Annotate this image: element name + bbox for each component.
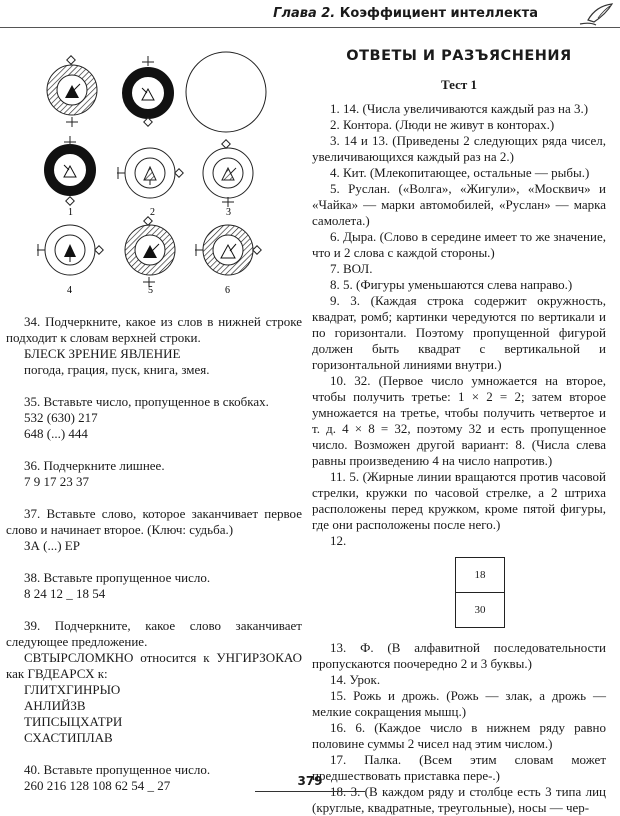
figure-row1-b bbox=[127, 56, 169, 126]
answer-item: 5. Руслан. («Волга», «Жигули», «Москвич» и «Чайка» — марки автомобилей, «Руслан» — марка самолета.) bbox=[312, 181, 606, 228]
option-label-1: 1 bbox=[68, 207, 73, 218]
answer-item: 10. 32. (Первое число умножается на второе, чтобы получить третье: 1 × 2 = 2; затем второе умножается на третье, чтобы получить четвертое и т. д. 4 × 8 = 32, поэтому 32 и есть пропущенное число. Возможен другой вариант: 8. (Числа слева равны произведению 4 на число напротив.) bbox=[312, 373, 606, 468]
option-label-5: 5 bbox=[148, 285, 153, 296]
question-39-statement: СВТЫРСЛОМКНО относится к УНГИРЗОКАО как ГВДЕАРСХ к: bbox=[6, 650, 302, 681]
answer-item: 2. Контора. (Люди не живут в конторах.) bbox=[330, 117, 555, 132]
question-36: 36. Подчеркните лишнее. bbox=[24, 458, 165, 473]
section-title: ОТВЕТЫ И РАЗЪЯСНЕНИЯ bbox=[346, 48, 572, 64]
answer-item: 18. 3. (В каждом ряду и столбце есть 3 типа лиц (круглые, квадратные, треугольные), носы — чер- bbox=[312, 784, 606, 815]
missing-figure-circle bbox=[186, 52, 266, 132]
box-top: 18 bbox=[455, 557, 505, 593]
answers-column bbox=[312, 101, 606, 816]
option-label-6: 6 bbox=[225, 285, 230, 296]
answer-item: 11. 5. (Жирные линии вращаются против часовой стрелки, кружки по часовой стрелке, а 2 штриха расположены перед кружком, кроме пятой фигуры, где они расположены после него.) bbox=[312, 469, 606, 532]
answer-item: 14. Урок. bbox=[330, 672, 381, 687]
answer-item: 16. 6. (Каждое число в нижнем ряду равно половине суммы 2 чисел над этим числом.) bbox=[312, 720, 606, 751]
question-34-words: БЛЕСК ЗРЕНИЕ ЯВЛЕНИЕ bbox=[24, 346, 181, 361]
option-figure-4 bbox=[37, 225, 103, 275]
answer-item: 4. Кит. (Млекопитающее, остальные — рыбы.) bbox=[330, 165, 590, 180]
question-34: 34. Подчеркните, какое из слов в нижней строке подходит к словам верхней строки. bbox=[6, 314, 302, 345]
answer-item: 13. Ф. (В алфавитной последовательности пропускаются поочередно 2 и 3 буквы.) bbox=[312, 640, 606, 671]
question-40-numbers: 260 216 128 108 62 54 _ 27 bbox=[24, 778, 171, 793]
question-37-puzzle: ЗА (...) ЕР bbox=[24, 538, 80, 553]
answer-item: 6. Дыра. (Слово в середине имеет то же значение, что и 2 слова с каждой стороны.) bbox=[312, 229, 606, 260]
answer-item: 12. bbox=[330, 533, 347, 548]
option-figure-6 bbox=[195, 225, 261, 275]
option-label-3: 3 bbox=[226, 207, 231, 218]
question-35-line2: 648 (...) 444 bbox=[24, 426, 88, 441]
question-37: 37. Вставьте слово, которое заканчивает первое слово и начинает второе. (Ключ: судьба.) bbox=[6, 506, 302, 537]
figure-puzzle bbox=[0, 30, 310, 305]
question-35: 35. Вставьте число, пропущенное в скобках. bbox=[24, 394, 269, 409]
answer-item: 15. Рожь и дрожь. (Рожь — злак, а дрожь — мелкие сокращения мышц.) bbox=[312, 688, 606, 719]
question-39-option: ГЛИТХГИНРЫО bbox=[24, 682, 121, 697]
chapter-number: Глава 2. bbox=[273, 6, 336, 21]
question-36-numbers: 7 9 17 23 37 bbox=[24, 474, 89, 489]
chapter-title bbox=[273, 6, 538, 21]
option-figure-2 bbox=[117, 148, 183, 198]
answer-item: 9. 3. (Каждая строка содержит окружность, квадрат, ромб; картинки чередуются по вертикали и по горизонтали. Поэтому пропущенной фигурой должен быть квадрат с вертикальной и горизонтальной линиями внутри.) bbox=[312, 293, 606, 372]
answer-item: 8. 5. (Фигуры уменьшаются слева направо.) bbox=[330, 277, 573, 292]
questions-column bbox=[6, 314, 302, 794]
option-figure-1 bbox=[49, 136, 91, 205]
answer-item: 7. ВОЛ. bbox=[330, 261, 373, 276]
option-figure-5 bbox=[125, 217, 175, 287]
page-number: 379 bbox=[255, 775, 365, 792]
test-title: Тест 1 bbox=[440, 77, 477, 92]
question-40: 40. Вставьте пропущенное число. bbox=[24, 762, 211, 777]
running-header bbox=[0, 0, 620, 28]
answer-item: 17. Палка. (Всем этим словам может предшествовать приставка пере-.) bbox=[312, 752, 606, 783]
option-label-2: 2 bbox=[150, 207, 155, 218]
option-label-4: 4 bbox=[67, 285, 72, 296]
question-38-numbers: 8 24 12 _ 18 54 bbox=[24, 586, 106, 601]
question-39-option: СХАСТИПЛАВ bbox=[24, 730, 113, 745]
option-figure-3 bbox=[203, 140, 253, 207]
answer-12-boxes bbox=[455, 557, 505, 628]
question-35-line1: 532 (630) 217 bbox=[24, 410, 98, 425]
chapter-name: Коэффициент интеллекта bbox=[339, 6, 538, 21]
quill-pen-icon bbox=[576, 2, 616, 28]
box-bottom: 30 bbox=[455, 593, 505, 628]
answer-item: 3. 14 и 13. (Приведены 2 следующих ряда чисел, увеличивающихся каждый раз на 2.) bbox=[312, 133, 606, 164]
question-39: 39. Подчеркните, какое слово заканчивает следующее предложение. bbox=[6, 618, 302, 649]
figure-row1-a bbox=[47, 56, 97, 127]
question-38: 38. Вставьте пропущенное число. bbox=[24, 570, 211, 585]
question-39-option: ТИПСЫЦХАТРИ bbox=[24, 714, 123, 729]
question-34-options: погода, грация, пуск, книга, змея. bbox=[24, 362, 210, 377]
question-39-option: АНЛИЙЗВ bbox=[24, 698, 86, 713]
answer-item: 1. 14. (Числа увеличиваются каждый раз на 3.) bbox=[330, 101, 589, 116]
